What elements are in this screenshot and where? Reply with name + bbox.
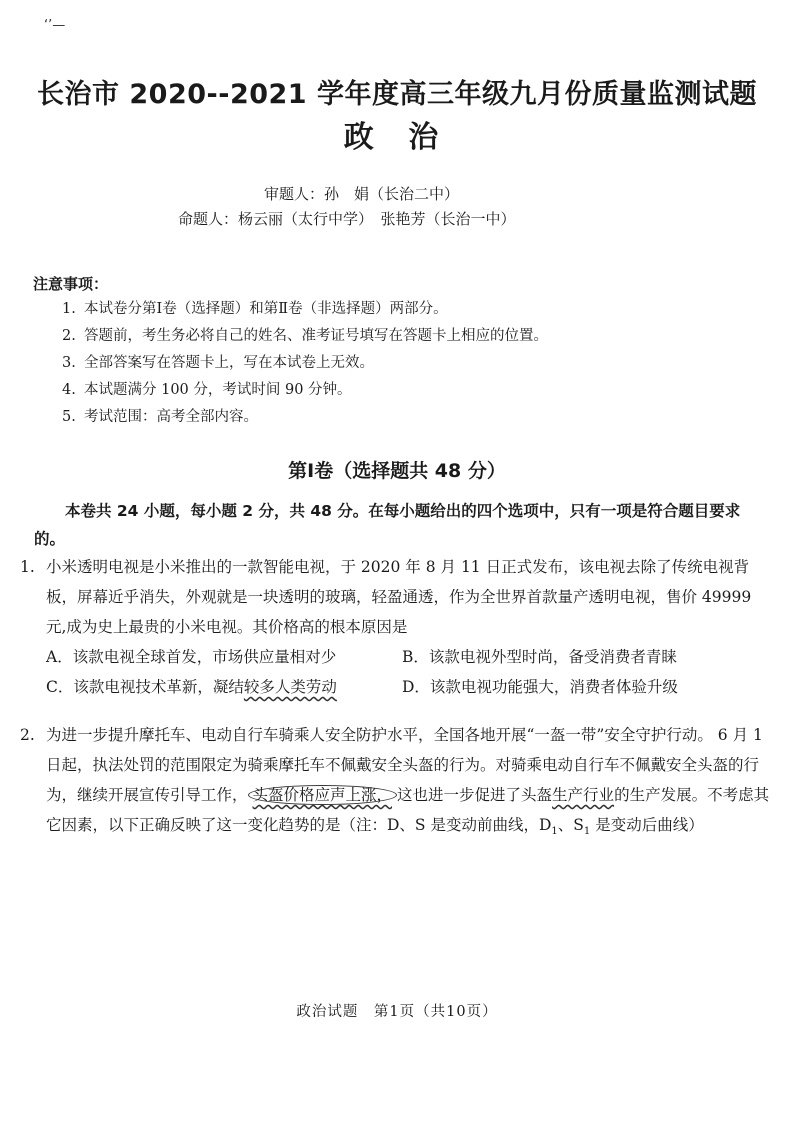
note-number: 2. xyxy=(62,328,76,344)
note-text: 本试卷分第Ⅰ卷（选择题）和第Ⅱ卷（非选择题）两部分。 xyxy=(84,301,448,317)
note-text: 答题前，考生务必将自己的姓名、准考证号填写在答题卡上相应的位置。 xyxy=(84,328,548,344)
notes-list xyxy=(62,296,548,431)
question-text: 这也进一步促进了头盔 xyxy=(397,786,553,804)
handwritten-underline: 较多人类劳动 xyxy=(243,678,337,696)
question-number: 1. xyxy=(20,558,35,576)
note-number: 3. xyxy=(62,355,76,371)
note-text: 本试题满分 100 分，考试时间 90 分钟。 xyxy=(84,382,352,398)
option-c-text: 该款电视技术革新，凝结 xyxy=(73,678,244,696)
note-number: 5. xyxy=(62,409,76,425)
question-stem xyxy=(20,552,775,642)
note-text: 考试范围：高考全部内容。 xyxy=(84,409,258,425)
question-text: 小米透明电视是小米推出的一款智能电视，于 2020 年 8 月 11 日正式发布，该电视去除了传统电视背板，屏幕近乎消失，外观就是一块透明的玻璃，轻盈通透，作为全世界首款量产透明电视，售价 49999 元,成为史上最贵的小米电视。其价格高的根本原因是 xyxy=(46,558,752,636)
note-number: 1. xyxy=(62,301,76,317)
option-b: B．该款电视外型时尚，备受消费者青睐 xyxy=(402,648,677,666)
section-instruction: 本卷共 24 小题，每小题 2 分，共 48 分。在每小题给出的四个选项中，只有一项是符合题目要求的。 xyxy=(34,502,741,548)
handwritten-underline: 生产行业 xyxy=(552,786,615,804)
note-item xyxy=(62,296,548,323)
question-text: 是变动后曲线） xyxy=(590,816,704,834)
question-1 xyxy=(20,552,775,702)
note-item xyxy=(62,350,548,377)
option-c xyxy=(46,672,337,702)
option-d: D．该款电视功能强大，消费者体验升级 xyxy=(402,678,678,696)
question-number: 2. xyxy=(20,726,35,744)
option-a: A．该款电视全球首发，市场供应量相对少 xyxy=(46,648,337,666)
reviewer-credit: 审题人：孙 娟（长治二中） xyxy=(264,185,460,203)
question-text: 的生产发展。不考虑其它因素，以下正确反映了这一变化趋势的是（注：D、S 是变动前曲线，D xyxy=(46,786,770,834)
options xyxy=(46,642,775,702)
note-item xyxy=(62,377,548,404)
authors-credit: 命题人：杨云丽（太行中学） 张艳芳（长治一中） xyxy=(178,210,516,228)
note-number: 4. xyxy=(62,382,76,398)
exam-title: 长治市 2020--2021 学年度高三年级九月份质量监测试题 xyxy=(36,79,757,110)
notes-heading: 注意事项： xyxy=(33,275,109,293)
handwritten-circle: 头盔价格应声上涨， xyxy=(248,785,398,805)
option-c-letter: C． xyxy=(46,678,74,696)
page-footer: 政治试题 第1页（共10页） xyxy=(296,1004,498,1020)
subscript: 1 xyxy=(583,826,591,838)
question-stem xyxy=(20,720,775,847)
note-item xyxy=(62,404,548,431)
question-text: 为进一步提升摩托车、电动自行车骑乘人安全防护水平，全国各地开展“一盔一带”安全守护行动。 6 月 1 日起，执法处罚的范围限定为骑乘摩托车不佩戴安全头盔的行为。对骑乘电动自行车不佩戴安全头盔的行为，继续开展宣传引导工作， xyxy=(46,726,763,804)
corner-mark: ‘’— xyxy=(44,18,66,33)
subject-title: 政 治 xyxy=(343,120,451,155)
subscript: 1 xyxy=(551,826,558,838)
section-heading: 第Ⅰ卷（选择题共 48 分） xyxy=(288,460,506,482)
question-2 xyxy=(20,720,775,847)
note-item xyxy=(62,323,548,350)
note-text: 全部答案写在答题卡上，写在本试卷上无效。 xyxy=(84,355,374,371)
question-text: 、S xyxy=(557,816,584,834)
